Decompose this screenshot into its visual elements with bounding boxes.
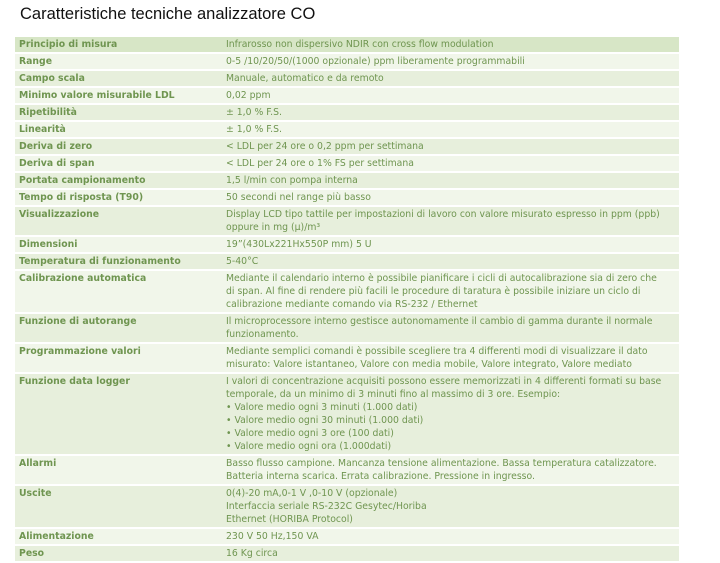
spec-value [220,313,679,343]
spec-label: Alimentazione [15,528,220,545]
table-row [15,87,679,104]
spec-value-line: 0,02 ppm [226,90,271,101]
spec-label: Portata campionamento [15,172,220,189]
spec-value-line: 230 V 50 Hz,150 VA [226,531,319,542]
spec-value-line: misurato: Valore istantaneo, Valore con media mobile, Valore integrato, Valore mediato [226,359,632,370]
spec-label: Minimo valore misurabile LDL [15,87,220,104]
spec-label: Allarmi [15,455,220,485]
table-row [15,189,679,206]
page-title: Caratteristiche tecniche analizzatore CO [20,5,316,23]
table-row [15,172,679,189]
spec-value-line: funzionamento. [226,329,299,340]
table-row [15,253,679,270]
spec-value-line: Basso flusso campione. Mancanza tensione alimentazione. Bassa temperatura catalizzatore. [226,458,657,469]
spec-value-line: • Valore medio ogni 30 minuti (1.000 dati) [226,415,424,426]
spec-value [220,455,679,485]
spec-value-line: 19”(430Lx221Hx550P mm) 5 U [226,239,372,250]
spec-label: Funzione di autorange [15,313,220,343]
table-row [15,206,679,236]
spec-value [220,373,679,455]
spec-value-line: Il microprocessore interno gestisce autonomamente il cambio di gamma durante il normale [226,316,653,327]
spec-value-line: ± 1,0 % F.S. [226,124,282,135]
table-row [15,37,679,53]
spec-value [220,189,679,206]
spec-value [220,253,679,270]
spec-value-line: • Valore medio ogni 3 ore (100 dati) [226,428,394,439]
table-row [15,104,679,121]
table-row [15,343,679,373]
table-row [15,53,679,70]
spec-label: Deriva di zero [15,138,220,155]
spec-label: Visualizzazione [15,206,220,236]
spec-value-line: 0-5 /10/20/50/(1000 opzionale) ppm liberamente programmabili [226,56,525,67]
spec-value-line: < LDL per 24 ore o 0,2 ppm per settimana [226,141,424,152]
spec-value-line: oppure in mg (µ)/m³ [226,222,321,233]
spec-label: Range [15,53,220,70]
spec-label: Calibrazione automatica [15,270,220,313]
spec-value [220,104,679,121]
spec-value [220,37,679,53]
spec-label: Dimensioni [15,236,220,253]
spec-value-line: Ethernet (HORIBA Protocol) [226,514,353,525]
spec-label: Campo scala [15,70,220,87]
spec-value-line: Interfaccia seriale RS-232C Gesytec/Horiba [226,501,427,512]
spec-value-line: 1,5 l/min con pompa interna [226,175,358,186]
spec-value [220,155,679,172]
spec-value-line: Mediante il calendario interno è possibile pianificare i cicli di autocalibrazione sia di zero che [226,273,657,284]
spec-label: Funzione data logger [15,373,220,455]
spec-value [220,70,679,87]
table-row [15,70,679,87]
spec-value-line: ± 1,0 % F.S. [226,107,282,118]
spec-value-line: I valori di concentrazione acquisiti possono essere memorizzati in 4 differenti formati su base [226,376,662,387]
spec-value [220,53,679,70]
spec-label: Linearità [15,121,220,138]
table-row [15,121,679,138]
spec-label: Uscite [15,485,220,528]
spec-label: Ripetibilità [15,104,220,121]
spec-value [220,172,679,189]
spec-value [220,528,679,545]
spec-label: Principio di misura [15,37,220,53]
spec-value-line: temporale, da un minimo di 3 minuti fino al massimo di 3 ore. Esempio: [226,389,561,400]
spec-value-line: 16 Kg circa [226,548,278,559]
spec-value-line: Infrarosso non dispersivo NDIR con cross flow modulation [226,39,494,50]
spec-value [220,206,679,236]
spec-value-line: Batteria interna scarica. Errata calibrazione. Pressione in ingresso. [226,471,535,482]
spec-value-line: 0(4)-20 mA,0-1 V ,0-10 V (opzionale) [226,488,398,499]
spec-value [220,138,679,155]
spec-value-line: < LDL per 24 ore o 1% FS per settimana [226,158,414,169]
spec-value-line: calibrazione mediante comando via RS-232 / Ethernet [226,299,478,310]
spec-label: Tempo di risposta (T90) [15,189,220,206]
spec-value-line: Mediante semplici comandi è possibile scegliere tra 4 differenti modi di visualizzare il dato [226,346,648,357]
spec-value-line: di span. Al fine di rendere più facili le procedure di taratura è possibile iniziare un ciclo di [226,286,641,297]
spec-value-line: Display LCD tipo tattile per impostazioni di lavoro con valore misurato espresso in ppm (ppb) [226,209,660,220]
table-row [15,455,679,485]
spec-value [220,121,679,138]
spec-value-line: 50 secondi nel range più basso [226,192,371,203]
table-row [15,236,679,253]
table-row [15,528,679,545]
spec-table [15,37,679,563]
spec-value-line: 5-40°C [226,256,259,267]
spec-label: Deriva di span [15,155,220,172]
spec-value [220,343,679,373]
table-row [15,373,679,455]
spec-value-line: • Valore medio ogni ora (1.000dati) [226,441,392,452]
spec-value [220,236,679,253]
spec-value-line: Manuale, automatico e da remoto [226,73,384,84]
spec-label: Programmazione valori [15,343,220,373]
spec-label: Peso [15,545,220,562]
table-row [15,155,679,172]
spec-value [220,485,679,528]
table-row [15,545,679,562]
spec-value [220,87,679,104]
spec-value-line: • Valore medio ogni 3 minuti (1.000 dati) [226,402,418,413]
spec-value [220,270,679,313]
table-row [15,138,679,155]
table-row [15,270,679,313]
spec-value [220,545,679,562]
table-row [15,313,679,343]
table-row [15,485,679,528]
spec-table-body [15,37,679,562]
spec-label: Temperatura di funzionamento [15,253,220,270]
